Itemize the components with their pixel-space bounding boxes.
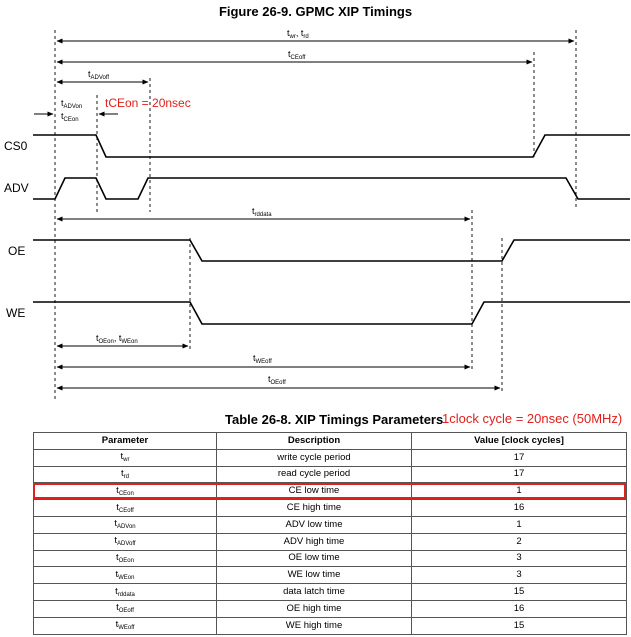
we-waveform (33, 302, 630, 324)
oe-waveform (33, 240, 630, 261)
table-row (34, 466, 627, 483)
tceon-annotation: tCEon = 20nsec (105, 96, 191, 110)
value-cell: 17 (412, 449, 627, 466)
figure-title: Figure 26-9. GPMC XIP Timings (218, 4, 413, 19)
signal-label-oe: OE (8, 244, 26, 258)
description-cell: OE high time (217, 600, 412, 617)
parameter-cell: $t_{rddata}$ (34, 584, 217, 601)
description-cell: WE low time (217, 567, 412, 584)
table-row (34, 600, 627, 617)
value-cell: 16 (412, 600, 627, 617)
label-toeoff: $t_{OEoff}$ (268, 374, 286, 386)
value-cell: 1 (412, 483, 627, 500)
parameter-cell: $t_{wr}$ (34, 449, 217, 466)
parameter-cell: $t_{ADVoff}$ (34, 533, 217, 550)
label-trddata: $t_{rddata}$ (252, 206, 272, 218)
table-row (34, 533, 627, 550)
description-cell: data latch time (217, 584, 412, 601)
parameter-cell: $t_{ADVon}$ (34, 516, 217, 533)
value-cell: 3 (412, 567, 627, 584)
value-cell: 15 (412, 617, 627, 634)
parameter-cell: $t_{WEon}$ (34, 567, 217, 584)
description-cell: read cycle period (217, 466, 412, 483)
parameter-cell: $t_{rd}$ (34, 466, 217, 483)
label-tweoff: $t_{WEoff}$ (253, 353, 272, 365)
label-toeon-tweon: $t_{OEon}$, $t_{WEon}$ (96, 333, 138, 345)
label-twr-trd: $t_{wr}$, $t_{rd}$ (287, 28, 309, 40)
label-tadvoff: $t_{ADVoff}$ (88, 69, 110, 81)
header-description: Description (217, 433, 412, 450)
table-row (34, 567, 627, 584)
parameter-cell: $t_{WEoff}$ (34, 617, 217, 634)
parameter-cell: $t_{OEon}$ (34, 550, 217, 567)
header-value: Value [clock cycles] (412, 433, 627, 450)
signal-label-adv: ADV (4, 181, 29, 195)
signal-label-cs0: CS0 (4, 139, 28, 153)
table-row (34, 550, 627, 567)
description-cell: ADV low time (217, 516, 412, 533)
xip-timing-table (33, 432, 627, 635)
description-cell: CE low time (217, 483, 412, 500)
value-cell: 2 (412, 533, 627, 550)
parameter-cell: $t_{CEoff}$ (34, 500, 217, 517)
value-cell: 15 (412, 584, 627, 601)
table-row (34, 500, 627, 517)
table-row (34, 584, 627, 601)
value-cell: 17 (412, 466, 627, 483)
label-tceoff: $t_{CEoff}$ (288, 49, 306, 61)
table-row (34, 516, 627, 533)
cs0-waveform (33, 135, 630, 157)
parameter-cell: $t_{OEoff}$ (34, 600, 217, 617)
table-row (34, 483, 627, 500)
table-header-row (34, 433, 627, 450)
table-row (34, 449, 627, 466)
description-cell: OE low time (217, 550, 412, 567)
adv-waveform (33, 178, 630, 199)
signal-label-we: WE (6, 306, 26, 320)
value-cell: 16 (412, 500, 627, 517)
header-parameter: Parameter (34, 433, 217, 450)
description-cell: CE high time (217, 500, 412, 517)
label-tceon: $t_{CEon}$ (61, 111, 79, 123)
description-cell: ADV high time (217, 533, 412, 550)
parameter-cell: $t_{CEon}$ (34, 483, 217, 500)
label-tadvon: $t_{ADVon}$ (61, 98, 83, 110)
clock-note: 1clock cycle = 20nsec (50MHz) (442, 411, 623, 426)
table-title: Table 26-8. XIP Timings Parameters (225, 412, 444, 427)
table-row (34, 617, 627, 634)
description-cell: WE high time (217, 617, 412, 634)
description-cell: write cycle period (217, 449, 412, 466)
value-cell: 3 (412, 550, 627, 567)
value-cell: 1 (412, 516, 627, 533)
